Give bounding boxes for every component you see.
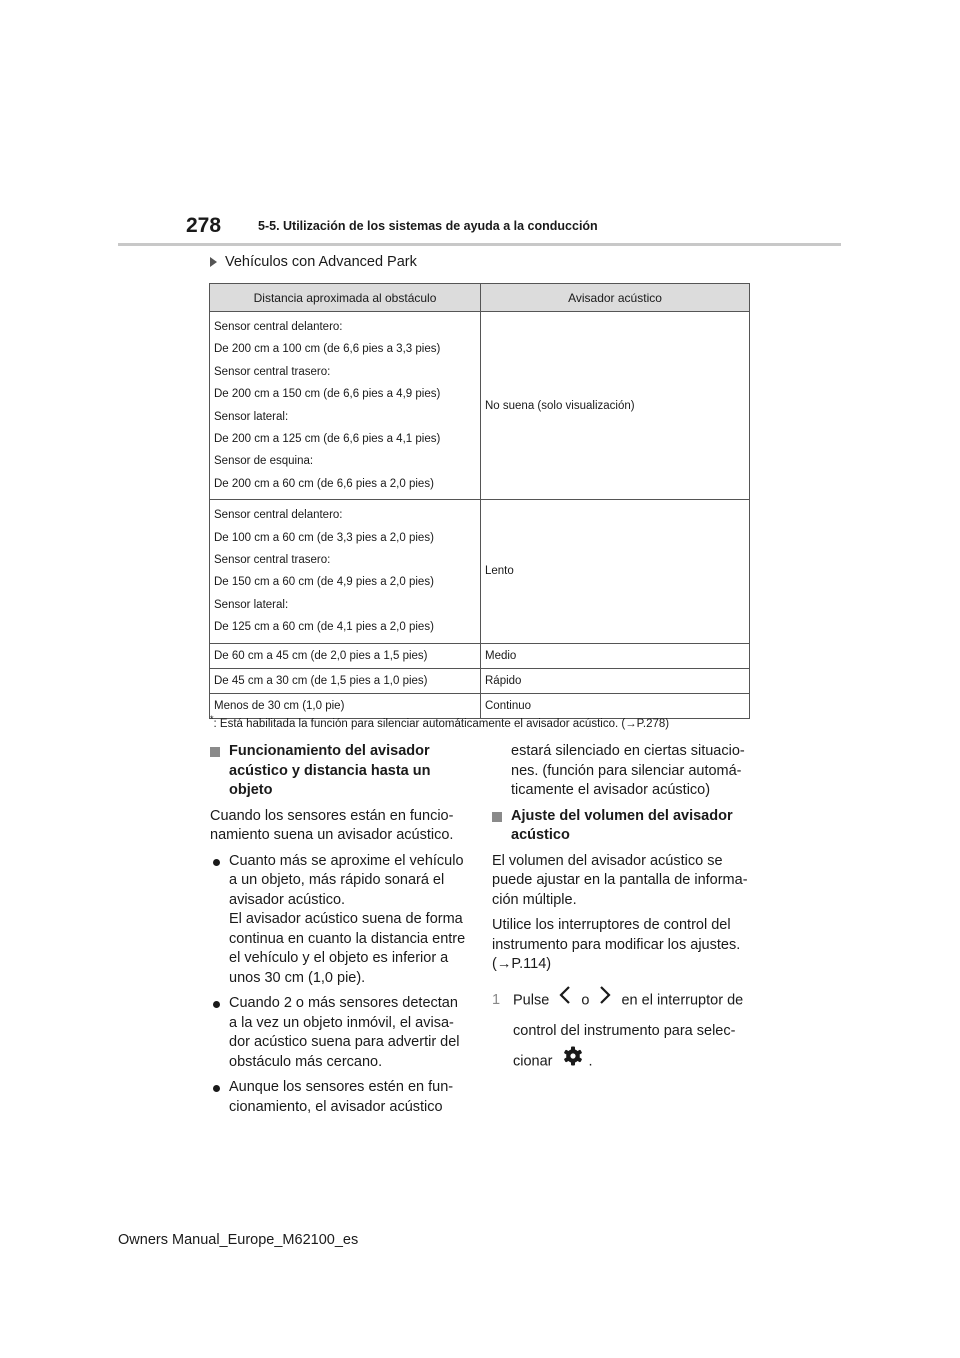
buzzer-cell: Lento <box>481 500 750 643</box>
distance-cell: De 45 cm a 30 cm (de 1,5 pies a 1,0 pies) <box>210 668 481 693</box>
distance-line: Sensor central trasero: <box>214 554 331 567</box>
section-title: 5-5. Utilización de los sistemas de ayuda a la conducción <box>258 219 598 233</box>
footnote-mark: * <box>210 714 214 724</box>
distance-line: De 150 cm a 60 cm (de 4,9 pies a 2,0 pies) <box>214 576 434 589</box>
heading-text: Ajuste del volumen del avisador acústico <box>511 807 733 843</box>
square-bullet-icon <box>210 747 220 757</box>
distance-cell: De 60 cm a 45 cm (de 2,0 pies a 1,5 pies) <box>210 643 481 668</box>
distance-cell: Menos de 30 cm (1,0 pie) <box>210 693 481 718</box>
table-row <box>210 643 750 668</box>
distance-line: Sensor central delantero: <box>214 321 343 333</box>
bullet-text: El avisador acústico suena de forma continua en cuanto la distancia entre el vehículo y el objeto es inferior a unos 30 cm (1,0 pie). <box>229 911 466 986</box>
distance-line: De 125 cm a 60 cm (de 4,1 pies a 2,0 pies) <box>214 621 434 634</box>
step-text: . <box>588 1052 593 1069</box>
step-text: en el interruptor de control del instrumento para selec-cionar <box>513 991 744 1069</box>
bullet-item <box>210 1078 466 1117</box>
continuation-text: estará silenciado en ciertas situacio-nes. (función para silenciar automá-ticamente el avisador acústico) <box>511 743 745 798</box>
bullet-item <box>210 852 466 989</box>
bullet-item <box>210 994 466 1072</box>
buzzer-cell: Medio <box>481 643 750 668</box>
table-row <box>210 668 750 693</box>
distance-line: De 200 cm a 125 cm (de 6,6 pies a 4,1 pies) <box>214 433 441 446</box>
bullet-dot-icon <box>213 1085 220 1092</box>
distance-line: De 100 cm a 60 cm (de 3,3 pies a 2,0 pies) <box>214 531 434 544</box>
footer-text: Owners Manual_Europe_M62100_es <box>118 1232 359 1248</box>
distance-line: Sensor lateral: <box>214 598 289 611</box>
step-text: Pulse <box>513 991 550 1008</box>
table-row <box>210 500 750 643</box>
bullet-dot-icon <box>213 1001 220 1008</box>
bullet-text: Cuanto más se aproxime el vehículo a un objeto, más rápido sonará el avisador acústico. <box>229 852 464 908</box>
distance-cell <box>210 500 481 643</box>
left-column <box>210 742 466 1123</box>
distance-line: Sensor central trasero: <box>214 365 331 378</box>
distance-line: Sensor de esquina: <box>214 455 314 468</box>
buzzer-distance-table <box>209 283 750 719</box>
column-header-distance: Distancia aproximada al obstáculo <box>210 284 481 312</box>
page-number: 278 <box>186 214 222 237</box>
step-1 <box>492 985 754 1077</box>
distance-line: De 200 cm a 150 cm (de 6,6 pies a 4,9 pies) <box>214 388 441 401</box>
chevron-right-icon <box>599 985 611 1016</box>
distance-line: De 200 cm a 100 cm (de 6,6 pies a 3,3 pies) <box>214 343 441 356</box>
distance-cell <box>210 312 481 500</box>
footnote-text: : Está habilitada la función para silenciar automáticamente el avisador acústico. (→P.278) <box>213 717 670 730</box>
step-number: 1 <box>492 991 501 1008</box>
triangle-bullet-icon <box>210 257 217 267</box>
heading-text: Funcionamiento del avisador acústico y distancia hasta un objeto <box>229 743 431 798</box>
subheading <box>210 254 417 270</box>
table-header-row <box>210 284 750 312</box>
distance-line: De 200 cm a 60 cm (de 6,6 pies a 2,0 pies) <box>214 477 434 490</box>
distance-line: Sensor central delantero: <box>214 509 343 522</box>
table-footnote <box>210 714 669 730</box>
subheading-text: Vehículos con Advanced Park <box>225 254 417 270</box>
table-row <box>210 312 750 500</box>
step-text: o <box>581 991 590 1008</box>
right-column <box>492 742 754 1077</box>
chevron-left-icon <box>559 985 571 1016</box>
buzzer-cell: No suena (solo visualización) <box>481 312 750 500</box>
gear-icon <box>563 1046 583 1077</box>
distance-line: Sensor lateral: <box>214 410 289 423</box>
bullet-dot-icon <box>213 859 220 866</box>
header-divider <box>118 243 841 246</box>
section-heading <box>210 742 466 801</box>
buzzer-cell: Rápido <box>481 668 750 693</box>
bullet-text: Aunque los sensores estén en fun-cionamiento, el avisador acústico <box>229 1079 454 1115</box>
intro-paragraph: Cuando los sensores están en funcio-namiento suena un avisador acústico. <box>210 807 454 843</box>
bullet-text: Cuando 2 o más sensores detectan a la vez un objeto inmóvil, el avisa-dor acústico suena para advertir del obstáculo más cercano. <box>229 995 460 1070</box>
square-bullet-icon <box>492 812 502 822</box>
buzzer-cell: Continuo <box>481 693 750 718</box>
column-header-buzzer: Avisador acústico <box>481 284 750 312</box>
section-heading <box>492 807 754 846</box>
volume-paragraph: El volumen del avisador acústico se puede ajustar en la pantalla de informa-ción múltiple. <box>492 852 748 908</box>
instrument-paragraph: Utilice los interruptores de control del instrumento para modificar los ajustes. (→P.114) <box>492 917 741 972</box>
